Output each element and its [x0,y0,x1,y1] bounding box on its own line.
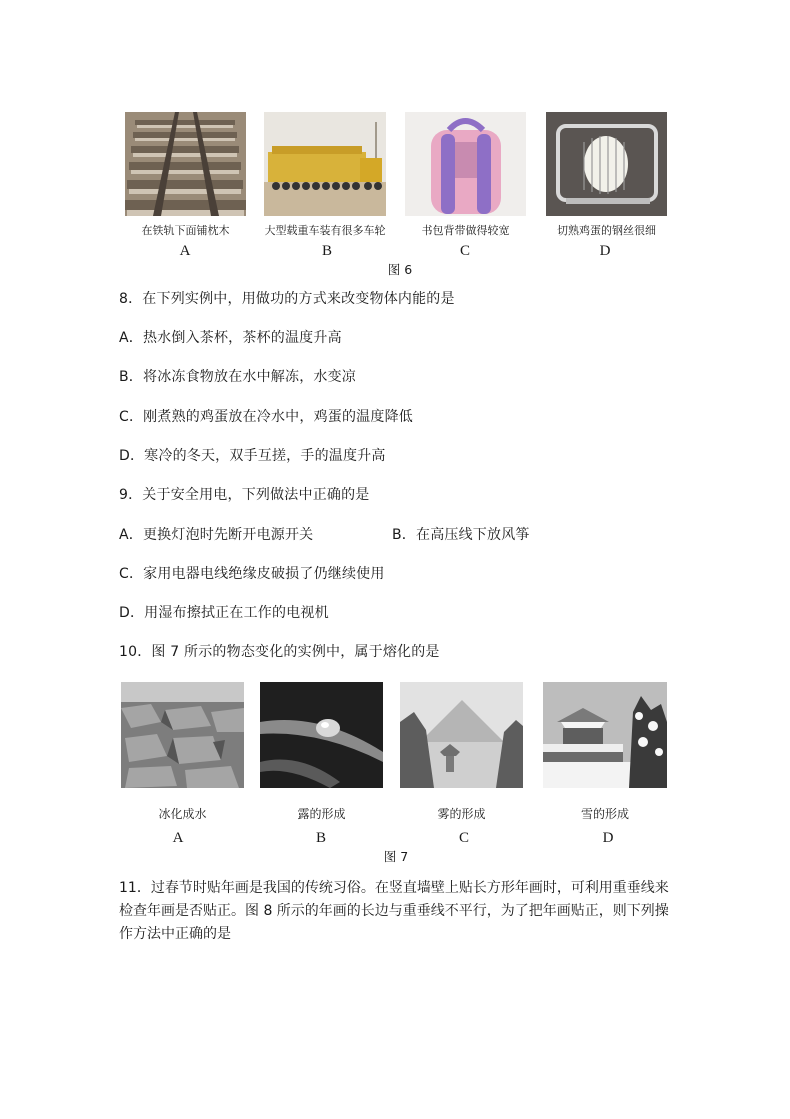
letter-d: D [599,243,611,259]
letter-c: C [459,243,470,259]
q9-option-d: D．用湿布擦拭正在工作的电视机 [119,605,329,621]
q8-stem: 8．在下列实例中，用做功的方式来改变物体内能的是 [119,291,455,307]
q9-stem: 9．关于安全用电，下列做法中正确的是 [119,487,370,503]
letter-c: C [458,830,469,846]
caption-a: 在铁轨下面铺枕木 [141,224,230,237]
backpack-photo [405,112,526,216]
q9-option-c: C．家用电器电线绝缘皮破损了仍继续使用 [119,566,385,582]
railway-sleepers-photo [125,112,246,216]
caption-a: 冰化成水 [158,807,207,821]
q9-option-a: A．更换灯泡时先断开电源开关 [119,527,314,543]
caption-b: 大型载重车装有很多车轮 [264,224,386,237]
letter-a: A [172,830,184,846]
dew-photo [260,682,383,788]
q8-option-c: C．刚煮熟的鸡蛋放在冷水中，鸡蛋的温度降低 [119,409,413,425]
q8-option-a: A．热水倒入茶杯，茶杯的温度升高 [119,330,342,346]
q8-option-d: D．寒冷的冬天，双手互搓，手的温度升高 [119,448,386,464]
caption-c: 雾的形成 [437,807,486,821]
figure-6-label: 图 6 [387,262,413,277]
letter-b: B [315,830,326,846]
q10-stem: 10．图 7 所示的物态变化的实例中，属于熔化的是 [119,644,440,660]
snow-photo [543,682,667,788]
letter-a: A [179,243,191,259]
caption-d: 雪的形成 [580,807,629,821]
fog-photo [400,682,523,788]
egg-slicer-photo [546,112,667,216]
q9-option-b: B．在高压线下放风筝 [392,527,530,543]
ice-melting-photo [121,682,244,788]
figure-7-label: 图 7 [383,849,409,864]
q8-option-b: B．将冰冻食物放在水中解冻，水变凉 [119,369,357,385]
caption-c: 书包背带做得较宽 [421,224,510,237]
caption-b: 露的形成 [297,807,346,821]
caption-d: 切熟鸡蛋的钢丝很细 [557,224,656,237]
heavy-truck-photo [264,112,386,216]
letter-d: D [602,830,614,846]
letter-b: B [321,243,332,259]
q11-stem: 11．过春节时贴年画是我国的传统习俗。在竖直墙壁上贴长方形年画时，可利用重垂线来检查年画是否贴正。图 8 所示的年画的长边与重垂线不平行，为了把年画贴正，则下列操作方法中正确的是 [119,880,669,942]
